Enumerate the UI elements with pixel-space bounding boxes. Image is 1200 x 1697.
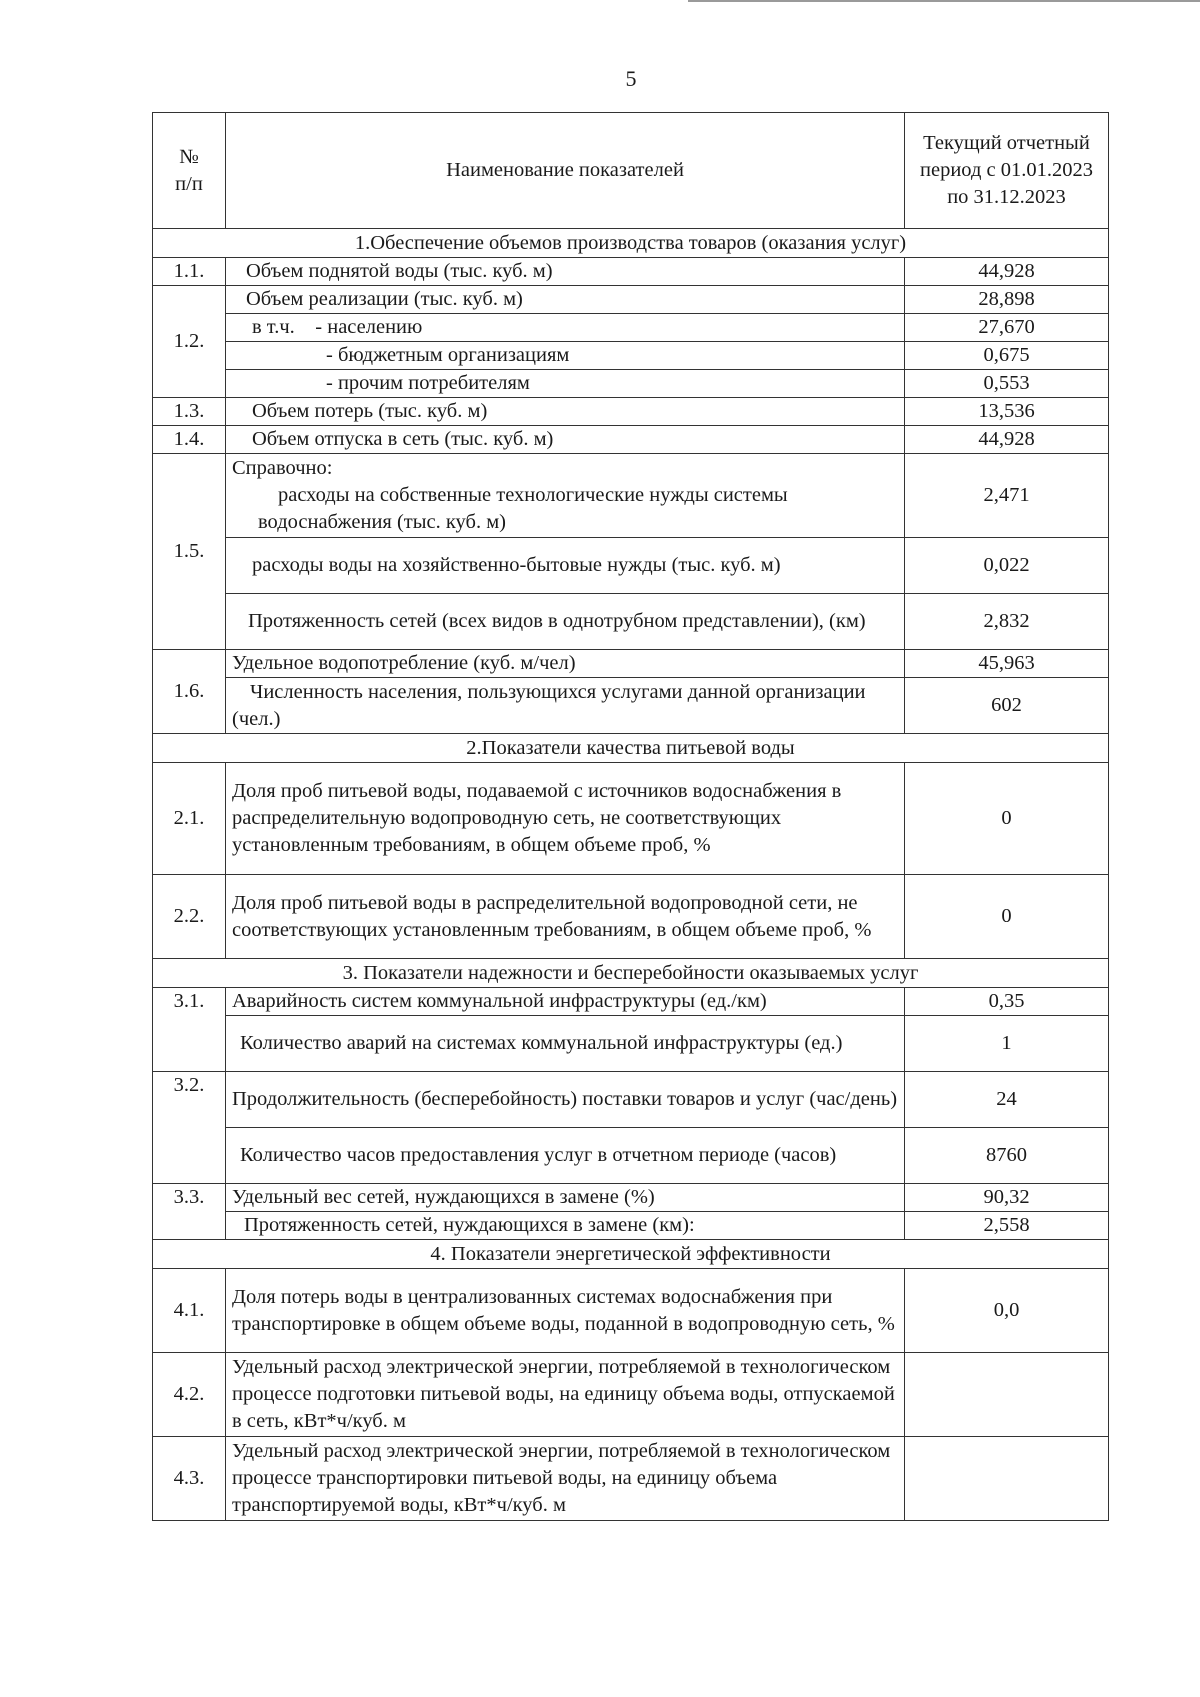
row-name: - прочим потребителям bbox=[226, 370, 905, 398]
row-value: 0 bbox=[905, 763, 1109, 875]
row-num: 1.6. bbox=[153, 650, 226, 734]
row-name: Доля проб питьевой воды в распределительной водопроводной сети, не соответствующих установленным требованиям, в общем объеме проб, % bbox=[226, 875, 905, 959]
scan-edge-line bbox=[688, 0, 1200, 2]
row-name: Объем потерь (тыс. куб. м) bbox=[226, 398, 905, 426]
row-num: 1.4. bbox=[153, 426, 226, 454]
header-period: Текущий отчетный период с 01.01.2023 по 31.12.2023 bbox=[905, 113, 1109, 229]
row-value: 1 bbox=[905, 1016, 1109, 1072]
row-name: Объем реализации (тыс. куб. м) bbox=[226, 286, 905, 314]
table-row bbox=[153, 594, 1109, 650]
table-row bbox=[153, 650, 1109, 678]
row-name-note: Справочно: bbox=[232, 457, 333, 479]
row-num: 1.5. bbox=[153, 454, 226, 650]
row-value: 0,675 bbox=[905, 342, 1109, 370]
table-row bbox=[153, 1353, 1109, 1437]
row-value: 44,928 bbox=[905, 258, 1109, 286]
section-title: 4. Показатели энергетической эффективности bbox=[153, 1240, 1109, 1269]
row-name: Протяженность сетей, нуждающихся в замене (км): bbox=[226, 1212, 905, 1240]
row-num: 4.3. bbox=[153, 1437, 226, 1521]
table-row bbox=[153, 398, 1109, 426]
table-row bbox=[153, 286, 1109, 314]
row-num: 2.2. bbox=[153, 875, 226, 959]
table-row bbox=[153, 1184, 1109, 1212]
row-value: 13,536 bbox=[905, 398, 1109, 426]
table-header-row bbox=[153, 113, 1109, 229]
row-num: 1.2. bbox=[153, 286, 226, 398]
row-name: - бюджетным организациям bbox=[226, 342, 905, 370]
table-row bbox=[153, 314, 1109, 342]
row-value: 2,471 bbox=[905, 454, 1109, 538]
section-row bbox=[153, 959, 1109, 988]
header-num bbox=[153, 113, 226, 229]
table-row bbox=[153, 426, 1109, 454]
row-name: Объем отпуска в сеть (тыс. куб. м) bbox=[226, 426, 905, 454]
table-row bbox=[153, 678, 1109, 734]
row-name-block bbox=[226, 454, 905, 538]
row-value: 45,963 bbox=[905, 650, 1109, 678]
row-name: Протяженность сетей (всех видов в однотрубном представлении), (км) bbox=[226, 594, 905, 650]
table-row bbox=[153, 988, 1109, 1016]
row-name: Удельное водопотребление (куб. м/чел) bbox=[226, 650, 905, 678]
row-value: 24 bbox=[905, 1072, 1109, 1128]
row-value bbox=[905, 1437, 1109, 1521]
row-value: 0,022 bbox=[905, 538, 1109, 594]
row-name: расходы на собственные технологические нужды системы водоснабжения (тыс. куб. м) bbox=[258, 484, 788, 533]
row-value: 0,0 bbox=[905, 1269, 1109, 1353]
table-row bbox=[153, 1016, 1109, 1072]
row-name: Продолжительность (бесперебойность) поставки товаров и услуг (час/день) bbox=[226, 1072, 905, 1128]
row-num: 3.2. bbox=[153, 1072, 226, 1184]
table-row bbox=[153, 342, 1109, 370]
section-title: 3. Показатели надежности и бесперебойности оказываемых услуг bbox=[153, 959, 1109, 988]
table-row bbox=[153, 875, 1109, 959]
table-row bbox=[153, 1128, 1109, 1184]
row-value: 90,32 bbox=[905, 1184, 1109, 1212]
row-name: Количество часов предоставления услуг в отчетном периоде (часов) bbox=[226, 1128, 905, 1184]
row-name: Удельный вес сетей, нуждающихся в замене (%) bbox=[226, 1184, 905, 1212]
section-row bbox=[153, 1240, 1109, 1269]
row-num: 3.3. bbox=[153, 1184, 226, 1240]
row-name: Количество аварий на системах коммунальной инфраструктуры (ед.) bbox=[226, 1016, 905, 1072]
row-num: 4.2. bbox=[153, 1353, 226, 1437]
row-value: 27,670 bbox=[905, 314, 1109, 342]
header-num-text: № п/п bbox=[175, 145, 203, 195]
table-row bbox=[153, 454, 1109, 538]
header-name: Наименование показателей bbox=[226, 113, 905, 229]
section-title: 2.Показатели качества питьевой воды bbox=[153, 734, 1109, 763]
row-value: 0,35 bbox=[905, 988, 1109, 1016]
page-number: 5 bbox=[625, 66, 637, 91]
row-value: 28,898 bbox=[905, 286, 1109, 314]
row-name: Численность населения, пользующихся услугами данной организации (чел.) bbox=[226, 678, 905, 734]
row-value bbox=[905, 1353, 1109, 1437]
table-row bbox=[153, 538, 1109, 594]
row-value: 44,928 bbox=[905, 426, 1109, 454]
table-row bbox=[153, 1212, 1109, 1240]
row-value: 8760 bbox=[905, 1128, 1109, 1184]
row-value: 0 bbox=[905, 875, 1109, 959]
row-num: 1.3. bbox=[153, 398, 226, 426]
row-value: 2,832 bbox=[905, 594, 1109, 650]
table-row bbox=[153, 1269, 1109, 1353]
section-row bbox=[153, 229, 1109, 258]
row-value: 0,553 bbox=[905, 370, 1109, 398]
row-name: Объем поднятой воды (тыс. куб. м) bbox=[226, 258, 905, 286]
table-row bbox=[153, 370, 1109, 398]
section-title: 1.Обеспечение объемов производства товаров (оказания услуг) bbox=[153, 229, 1109, 258]
table-row bbox=[153, 1437, 1109, 1521]
row-num: 2.1. bbox=[153, 763, 226, 875]
indicators-table bbox=[152, 112, 1109, 1521]
row-name: Удельный расход электрической энергии, потребляемой в технологическом процессе транспортировки питьевой воды, на единицу объема транспортируемой воды, кВт*ч/куб. м bbox=[226, 1437, 905, 1521]
row-name: в т.ч. - населению bbox=[226, 314, 905, 342]
table-row bbox=[153, 258, 1109, 286]
row-name: Аварийность систем коммунальной инфраструктуры (ед./км) bbox=[226, 988, 905, 1016]
row-num: 1.1. bbox=[153, 258, 226, 286]
row-name: Доля проб питьевой воды, подаваемой с источников водоснабжения в распределительную водопроводную сеть, не соответствующих установленным требованиям, в общем объеме проб, % bbox=[226, 763, 905, 875]
row-name: Удельный расход электрической энергии, потребляемой в технологическом процессе подготовки питьевой воды, на единицу объема воды, отпускаемой в сеть, кВт*ч/куб. м bbox=[226, 1353, 905, 1437]
table-row bbox=[153, 1072, 1109, 1128]
table-row bbox=[153, 763, 1109, 875]
row-value: 602 bbox=[905, 678, 1109, 734]
row-num: 3.1. bbox=[153, 988, 226, 1072]
row-name: Доля потерь воды в централизованных системах водоснабжения при транспортировке в общем объеме воды, поданной в водопроводную сеть, % bbox=[226, 1269, 905, 1353]
row-value: 2,558 bbox=[905, 1212, 1109, 1240]
section-row bbox=[153, 734, 1109, 763]
row-num: 4.1. bbox=[153, 1269, 226, 1353]
row-name: расходы воды на хозяйственно-бытовые нужды (тыс. куб. м) bbox=[226, 538, 905, 594]
